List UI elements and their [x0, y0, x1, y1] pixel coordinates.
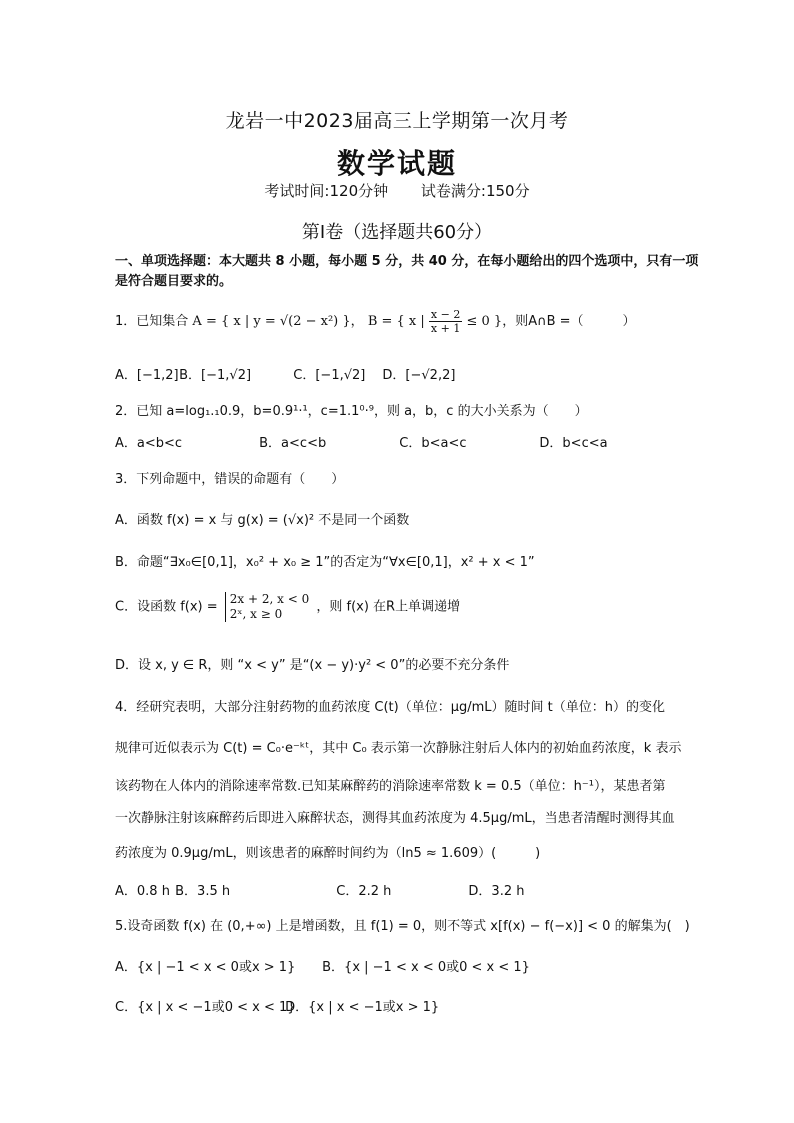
exam-meta [0, 180, 794, 201]
question-4-options [115, 880, 524, 899]
option-d: D．b<c<a [539, 436, 608, 451]
exam-time: 考试时间:120分钟 [264, 182, 389, 200]
question-2-stem: 2．已知 a=log₁.₁0.9，b=0.9¹·¹，c=1.1⁰·⁹，则 a，b，c 的大小关系为（ ） [115, 404, 588, 419]
option-c: C．{x | x < −1或0 < x < 1} [115, 1000, 296, 1015]
question-3-option-b: B．命题“∃x₀∈[0,1]，x₀² + x₀ ≥ 1”的否定为“∀x∈[0,1]，x² + x < 1” [115, 555, 535, 570]
question-1-stem: 1．已知集合 A = { x | y = √(2 − x²) }， B = { x | $\frac{x - 2}{x + 1}$ ≤ 0 }，则A∩B =（ ） [115, 308, 636, 335]
option-a: A．a<b<c [115, 436, 183, 451]
exam-score: 试卷满分:150分 [420, 182, 530, 200]
question-1-options [115, 364, 455, 383]
question-3-option-a: A．函数 f(x) = x 与 g(x) = (√x)² 不是同一个函数 [115, 513, 410, 528]
option-b: B．a<c<b [259, 436, 327, 451]
school-title: 龙岩一中2023届高三上学期第一次月考 [225, 110, 569, 132]
option-a: A．[−1,2] [115, 368, 179, 383]
option-d: D．3.2 h [468, 884, 525, 899]
option-b: B．{x | −1 < x < 0或0 < x < 1} [322, 960, 530, 975]
option-d: D．[−√2,2] [382, 368, 456, 383]
question-3-option-d: D．设 x, y ∈ R，则 “x < y” 是“(x − y)·y² < 0”的必要不充分条件 [115, 658, 510, 673]
question-2-options [115, 432, 608, 451]
set-a: A = { x | y = √(2 − x²) } [192, 314, 351, 329]
question-5-options-row-2 [115, 996, 439, 1015]
option-c: C．2.2 h [336, 884, 392, 899]
section-title: 第Ⅰ卷（选择题共60分） [301, 222, 493, 243]
question-4-line-1: 4．经研究表明，大部分注射药物的血药浓度 C(t)（单位：μg/mL）随时间 t（单位：h）的变化 [115, 700, 665, 715]
piecewise-function: 2x + 2, x < 0 2ˣ, x ≥ 0 [225, 592, 309, 622]
option-d: D．{x | x < −1或x > 1} [285, 1000, 440, 1015]
question-4-line-2: 规律可近似表示为 C(t) = C₀·e⁻ᵏᵗ，其中 C₀ 表示第一次静脉注射后人体内的初始血药浓度，k 表示 [115, 741, 682, 756]
option-c: C．[−1,√2] [293, 368, 366, 383]
set-b-fraction: $\frac{x - 2}{x + 1}$ [430, 308, 461, 335]
option-a: A．0.8 h [115, 884, 170, 899]
section-instruction: 一、单项选择题：本大题共 8 小题，每小题 5 分，共 40 分，在每小题给出的四个选项中，只有一项是符合题目要求的。 [115, 254, 699, 289]
question-4-line-3: 该药物在人体内的消除速率常数.已知某麻醉药的消除速率常数 k = 0.5（单位：h⁻¹），某患者第 [115, 779, 666, 794]
question-5-stem: 5.设奇函数 f(x) 在 (0,+∞) 上是增函数，且 f(1) = 0，则不等式 x[f(x) − f(−x)] < 0 的解集为( ) [115, 919, 690, 934]
option-a: A．{x | −1 < x < 0或x > 1} [115, 960, 296, 975]
subject-title: 数学试题 [336, 147, 457, 180]
question-3-stem: 3．下列命题中，错误的命题有（ ） [115, 472, 345, 487]
option-b: B．[−1,√2] [179, 368, 252, 383]
option-b: B．3.5 h [175, 884, 231, 899]
question-4-line-4: 一次静脉注射该麻醉药后即进入麻醉状态，测得其血药浓度为 4.5μg/mL，当患者清醒时测得其血 [115, 811, 675, 826]
question-5-options-row-1 [115, 956, 530, 975]
question-4-line-5: 药浓度为 0.9μg/mL，则该患者的麻醉时间约为（ln5 ≈ 1.609）( ) [115, 846, 541, 861]
question-3-option-c: C．设函数 f(x) = 2x + 2, x < 0 2ˣ, x ≥ 0 ，则 f(x) 在R上单调递增 [115, 592, 461, 621]
option-c: C．b<a<c [399, 436, 467, 451]
